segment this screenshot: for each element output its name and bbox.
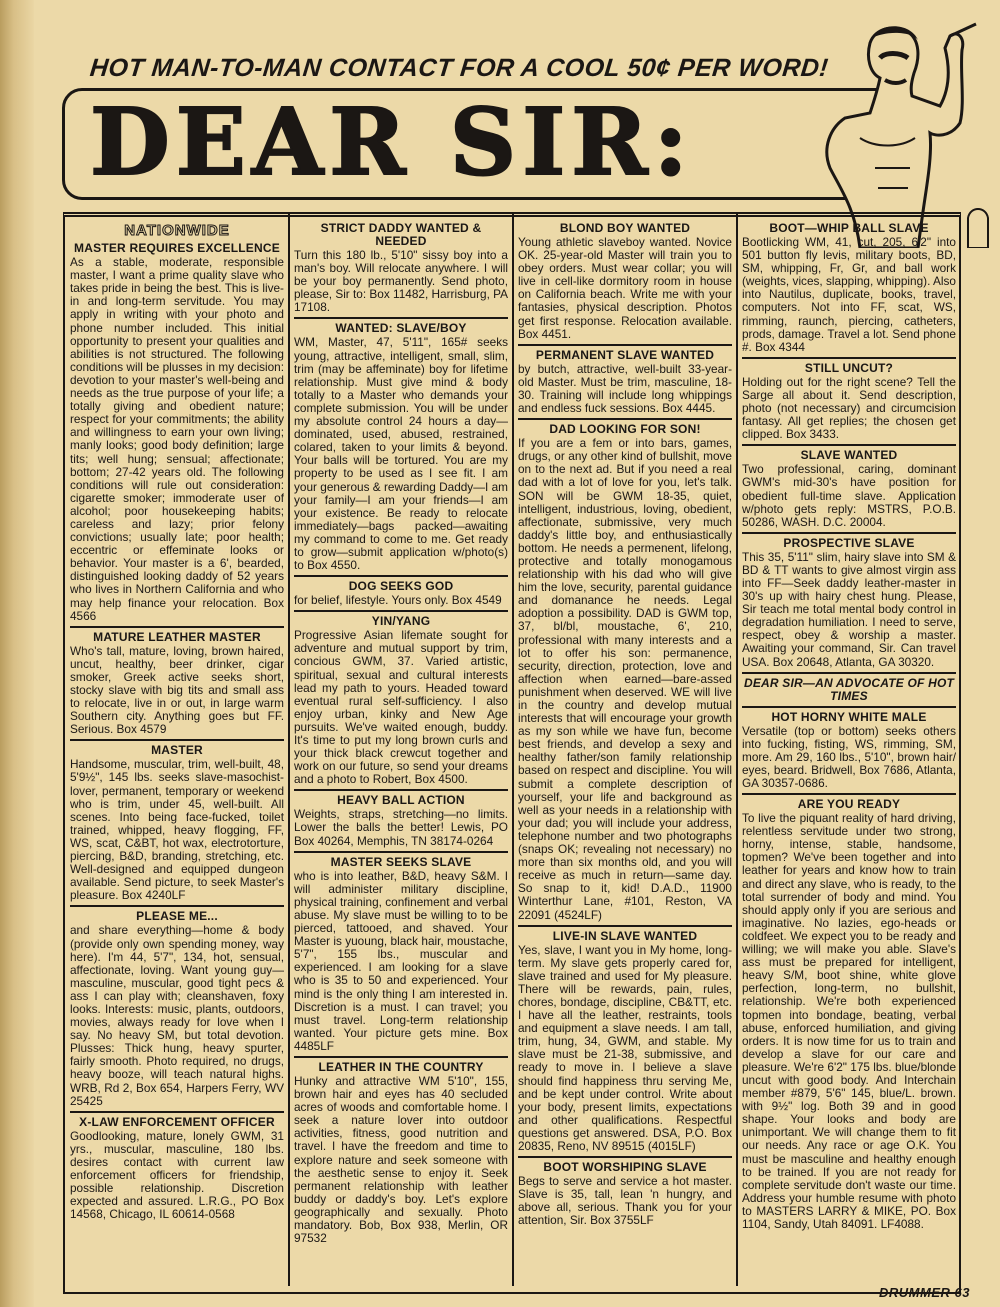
classified-ad [294,851,508,1053]
classified-ad [518,925,732,1154]
page-number: 63 [954,1285,970,1300]
ad-body: To live the piquant reality of hard driving, relentless servitude under two strong, horny, intense, stable, handsome, topmen? We've been together and into leather for years and know how to train and direct any slave, who is ready, to the total surrender of body and mind. You should apply only if you are serious and imaginative. No lazies, ego-heads or coldfeet. We expect you to be ready and willing; we will make you able. Slave's ass must be prepared for intelligent, heavy S/M, boot shine, white glove perfection, long-term, no bullshit, relationship. We're both experienced topmen into bondage, beating, verbal abuse, enforced humiliation, and giving orders. It is now time for us to train and develop a slave for our care and pleasure. We're 6'2" 175 lbs. blue/blonde uncut with good body. And Interchain member #879, 5'6" 145, blue/L. brown. with 9½" log. Both 39 and in good shape. Your looks and body are unimportant. We will change them to fit our needs. Any race or age O.K. You must be masculine and healthy enough to be trained. If you are not ready for complete servitude don't waste our time. Address your humble resume with photo to MASTERS LARRY & MIKE, PO. Box 1104, Sandy, Utah 84091. LF4088. [742,811,956,1231]
ad-heading: MASTER [151,743,203,758]
ad-body: Weights, straps, stretching—no limits. Lower the balls the better! Lewis, PO Box 40264, Memphis, TN 38174-0264 [294,807,508,848]
classified-ad [742,672,956,703]
ads-column-1 [70,222,284,1278]
ad-heading: STILL UNCUT? [804,360,894,375]
ad-body: by butch, attractive, well-built 33-year-old Master. Must be trim, masculine, 18-30. Training will include long whippings and endless fuck sessions. Box 4445. [518,361,732,416]
column-rule [288,214,290,1286]
ad-heading: LIVE-IN SLAVE WANTED [552,928,698,943]
ad-body: If you are a fem or into bars, games, drugs, or any other kind of bullshit, move on to the next ad. But if you need a real dad with a lot of love for you, let's talk. SON will be GWM 18-35, quiet, intelligent, industrious, loving, obedient, affectionate, submissive, very much daddy's little boy, and enthusiastically bottom. He needs a permenent, lifelong, protective and totally monogamous relationship with his dad who will give him the love, security, parental guidance and domanance he needs. Legal adoption a possibility. DAD is GWM top, 37, bl/bl, moustache, 6', 210, professional with many interests and a lot to offer his son: permanence, security, direction, protection, love and affection when earned—bare-assed punishment when deserved. WE will live in the country and develop mutual interests that will encourage your growth as my son while we have fun, become best friends, and develop a sexy and healthy father/son family relationship based on respect and discipline. You will submit a complete description of yourself, your life and background as well as your needs in a relationship with your dad; you will include your address, telephone number and two photographs (snaps OK; revealing not necessary) no more than six months old, and you will receive as much in return—same day. So snap to it, kid! D.A.D., 11900 Winterthur Lane, #101, Reston, VA 22091 (4524LF) [518,436,732,922]
classified-ad [742,222,956,354]
ad-heading: MASTER REQUIRES EXCELLENCE [74,241,280,256]
classified-ad [742,444,956,528]
ad-body: Young athletic slaveboy wanted. Novice OK. 25-year-old Master will train you to obey orders. Must wear collar; you will live in cell-like dormitory room in house on California beach. Write me with your fantasies, physical description. Photos get first response. Relocation available. Box 4451. [518,235,732,341]
classified-ad [742,793,956,1231]
ad-body: Bootlicking WM, 41, cut, 205, 6'2" into 501 button fly levis, military boots, BD, SM, whipping, Fr, Gr, and ball work (weights, vices, slapping, whipping). Also into Nautilus, duplicate, books, travel, computers. Not into FF, scat, WS, rimming, raunch, piercing, catheters, prods, damage. Travel a lot. Send phone #. Box 4344 [742,235,956,354]
ad-heading: HEAVY BALL ACTION [337,793,465,808]
ad-heading: PROSPECTIVE SLAVE [783,535,915,550]
ad-body: and share everything—home & body (provide only own spending money, way here). I'm 44, 5'7", 134, hot, sensual, affectionate, loving. Want young guy—masculine, muscular, good tight pecs & ass I can play with; cleanshaven, foxy looks. Interests: music, plants, outdoors, movies, always ready for love when I say. No heavy SM, but total devotion. Plusses: Thick hung, heavy spurter, fairly smooth. Photo required, no drugs, heavy booze, will teach natural highs. WRB, Rd 2, Box 654, Harpers Ferry, WV 25425 [70,923,284,1108]
classified-ad [518,344,732,415]
classified-ad [518,1156,732,1227]
ad-body: Hunky and attractive WM 5'10", 155, brown hair and eyes has 40 secluded acres of woods and comfortable home. I seek a nature lover into outdoor activities, fitness, good nutrition and travel. I have the freedom and time to explore nature and seek someone with the aesthetic sense to enjoy it. Seek permanent relationship with leather buddy or daddy's boy. Let's explore geographically and sexually. Photo mandatory. Bob, Box 938, Merlin, OR 97532 [294,1073,508,1246]
ads-column-3 [518,222,732,1278]
classified-ad [294,1056,508,1245]
ads-column-4 [742,222,956,1278]
ad-heading: X-LAW ENFORCEMENT OFFICER [79,1114,275,1129]
classified-ad [294,789,508,847]
ad-body: Turn this 180 lb., 5'10" sissy boy into a man's boy. Will relocate anywhere. I will be your boy permanently. Send photo, please, Sir to: Box 11482, Harrisburg, PA 17108. [294,248,508,315]
banner-text: HOT MAN-TO-MAN CONTACT FOR A COOL 50¢ PER WORD! [88,54,830,82]
ad-body: As a stable, moderate, responsible master, I want a prime quality slave who takes pride in being the best. This is live-in and long-term servitude. You may apply in writing with your photo and phone number included. This initial opportunity to present your qualities and abilities is not structured. The following conditions will be plusses in my decision: devotion to your master's well-being and needs as the true purpose of your life; a totally giving and obedient nature; respect for your commitments; the ability and willingness to earn your own living; manly looks; good body definition; large tits; well hung; sensual; affectionate; bottom; 27-42 years old. The following conditions will rule out consideration: cigarette smoker; immoderate user of alcohol; poor housekeeping habits; careless and lazy; prior felony convictions; usually late; poor health; eccentric or effeminate looks or behavior. Your master is a 6', bearded, distinguished looking daddy of 52 years who lives in Northern California and who may help finance your relocation. Box 4566 [70,255,284,623]
ad-body: Who's tall, mature, loving, brown haired, uncut, healthy, beer drinker, cigar smoker, Greek active seeks short, stocky slave with big tits and small ass to relocate, live in or out, in large warm Southern city. Anything goes but FF. Serious. Box 4579 [70,643,284,737]
ad-body: Handsome, muscular, trim, well-built, 48, 5'9½", 145 lbs. seeks slave-masochist-lover, permanent, temporary or weekend who is trim, under 45, well-built. All scenes. Into being face-fucked, toilet trained, whipped, heavy flogging, FF, WS, scat, C&BT, hot wax, electrotorture, piercing, B&D, branding, stretching, etc. Well-designed and equipped dungeon available. Send picture, to seek Master's pleasure. Box 4240LF [70,757,284,903]
ad-heading: BOOT WORSHIPING SLAVE [543,1160,707,1175]
page-footer [879,1285,970,1300]
classified-ad [70,905,284,1107]
magazine-name: DRUMMER [879,1285,951,1300]
ad-body: Versatile (top or bottom) seeks others into fucking, fisting, WS, rimming, SM, more. Am 29, 160 lbs., 5'10", brown hair/ eyes, beard. Bridwell, Box 7686, Atlanta, GA 30357-0686. [742,723,956,790]
ad-heading: BLOND BOY WANTED [559,222,691,235]
section-label: NATIONWIDE [124,222,230,239]
ad-heading: DAD LOOKING FOR SON! [549,422,701,437]
ad-heading: LEATHER IN THE COUNTRY [318,1059,484,1074]
ad-heading: WANTED: SLAVE/BOY [335,321,467,336]
ad-heading: YIN/YANG [371,614,431,629]
ad-body: Yes, slave, I want you in My home, long-term. My slave gets properly cared for, slave trained and used for My pleasure. There will be rewards, pain, rules, chores, bondage, discipline, CB&TT, etc. I have all the leather, restraints, tools and equipment a slave needs. I am tall, trim, hung, 34, GWM, and stable. My slave must be 21-38, submissive, and ready to move in. I believe a slave should find happiness thru serving Me, and be kept under control. Write about your body, present limits, expectations and other qualifications. Respectful questions get answered. DSA, P.O. Box 20835, Reno, NV 89515 (4015LF) [518,942,732,1153]
classified-ad [742,532,956,669]
ad-heading: MATURE LEATHER MASTER [93,629,261,644]
classified-ad [518,418,732,921]
column-rule [512,214,514,1286]
classified-ad [294,610,508,786]
ads-column-2 [294,222,508,1278]
ad-body: Begs to serve and service a hot master. Slave is 35, tall, lean 'n hungry, and above all, serious. Thank you for your attention, Sir. Box 3755LF [518,1174,732,1228]
classified-ad [518,222,732,341]
classified-ad [742,357,956,441]
column-rule [736,214,738,1286]
ad-heading: BOOT—WHIP BALL SLAVE [769,222,929,235]
ad-heading: HOT HORNY WHITE MALE [771,709,927,724]
magazine-spine [0,0,34,1307]
classified-ad [294,222,508,314]
ad-heading: SLAVE WANTED [800,448,898,463]
classified-ad [742,706,956,790]
ad-body: for belief, lifestyle. Yours only. Box 4549 [294,593,502,608]
classified-ad [70,242,284,623]
ad-body: Progressive Asian lifemate sought for adventure and mutual support by trim, concious GWM, 37. Varied artistic, spiritual, sexual and cultural interests lead my path to yours. Headed toward eventual rural self-sufficiency. I also enjoy urban, kinky and New Age pursuits. We've waited enough, buddy. It's time to put my long brown curls and your thick black crewcut together and work on our future, so send your dreams and a photo to Robert, Box 4500. [294,628,508,787]
ad-heading: ARE YOU READY [797,797,901,812]
classified-ad [70,626,284,737]
ad-heading: DOG SEEKS GOD [348,579,454,594]
classified-ad [70,1111,284,1222]
ad-heading: MASTER SEEKS SLAVE [330,854,472,869]
ad-body: Two professional, caring, dominant GWM's mid-30's have position for obedient full-time slave. Application w/photo gets reply: MSTRS, P.O.B. 50286, WASH. D.C. 20004. [742,462,956,529]
ad-body: This 35, 5'11" slim, hairy slave into SM & BD & TT wants to give almost virgin ass into FF—Seek daddy leather-master in 30's up with hairy chest hung. Please, Sir teach me total mental body control in degradation humiliation. I need to serve, respect, obey & worship a master. Awaiting your command, Sir. Can travel USA. Box 20648, Atlanta, GA 30320. [742,549,956,669]
ad-body: Holding out for the right scene? Tell the Sarge all about it. Send description, photo (not necessary) and circumcision fantasy. All get replies; the chosen get clipped. Box 3433. [742,374,956,442]
ad-heading: PERMANENT SLAVE WANTED [535,347,715,362]
page-title: DEAR SIR: [90,88,694,196]
classified-ad [294,317,508,572]
classified-ad [294,575,508,607]
ad-heading: STRICT DADDY WANTED & NEEDED [320,222,482,248]
ad-body: who is into leather, B&D, heavy S&M. I will administer military discipline, physical training, confinement and verbal abuse. My slave must be willing to to be pierced, tattooed, and shaved. Your Master is yuoung, black hair, moustache, 5'7", 155 lbs., muscular and experienced. I am looking for a slave who is 35 to 50 and experienced. Your mind is the only thing I am interested in. Discretion is a must. I can travel; you must travel. Long-term relationship wanted. Your picture gets mine. Box 4485LF [294,868,508,1053]
classified-ad [70,739,284,902]
ad-heading: PLEASE ME... [136,909,218,924]
ad-heading: DEAR SIR—AN ADVOCATE OF HOT TIMES [743,675,955,703]
ad-body: WM, Master, 47, 5'11", 165# seeks young, attractive, intelligent, small, slim, trim (may be affeminate) boy for lifetime relationship. Must give mind & body totally to a Master who demands your complete submission. You will be under my absolute control 24 hours a day—dominated, used, abused, restrained, colared, taken to your limits & beyond. Your balls will be tortured. You are my property to be used as I see fit. I am your generous & rewarding Daddy—I am your family—I am your friends—I am your existence. Be ready to relocate immediately—bags packed—awaiting my command to come to me. Get ready to grow—submit application w/photo(s) to Box 4550. [294,335,508,573]
ad-body: Goodlooking, mature, lonely GWM, 31 yrs., muscular, masculine, 180 lbs. desires contact with current law enforcement officers for friendship, possible relationship. Discretion expected and assured. L.R.G., PO Box 14568, Chicago, IL 60614-0568 [70,1128,284,1222]
